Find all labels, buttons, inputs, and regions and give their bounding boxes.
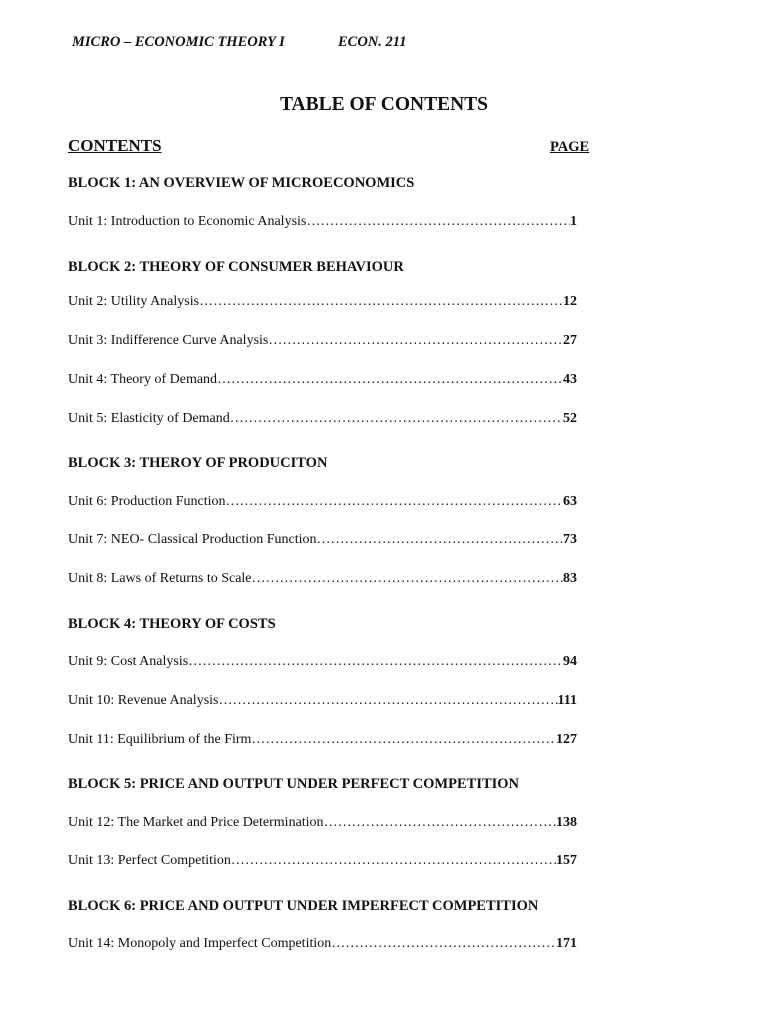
- entry-title: Unit 13: Perfect Competition: [68, 853, 231, 868]
- entry-title: Unit 3: Indifference Curve Analysis: [68, 333, 269, 348]
- toc-entry: [68, 815, 577, 833]
- course-name: MICRO – ECONOMIC THEORY I: [72, 34, 285, 50]
- dot-leader: [316, 532, 563, 548]
- toc-entry: [68, 693, 577, 711]
- dot-leader: [231, 853, 556, 869]
- entry-title: Unit 1: Introduction to Economic Analysis: [68, 214, 307, 229]
- entry-page-number: 94: [563, 654, 577, 669]
- dot-leader: [226, 494, 564, 510]
- block-heading: BLOCK 6: PRICE AND OUTPUT UNDER IMPERFECT COMPETITION: [68, 898, 539, 914]
- entry-title: Unit 5: Elasticity of Demand: [68, 411, 230, 426]
- entry-title: Unit 7: NEO- Classical Production Function: [68, 532, 317, 547]
- entry-page-number: 43: [563, 372, 577, 387]
- entry-page-number: 1: [570, 214, 577, 229]
- toc-entry: [68, 732, 577, 750]
- entry-page-number: 63: [563, 494, 577, 509]
- page-column-heading: PAGE: [550, 139, 590, 155]
- entry-page-number: 127: [556, 732, 577, 747]
- dot-leader: [230, 411, 563, 427]
- entry-title: Unit 4: Theory of Demand: [68, 372, 218, 387]
- dot-leader: [251, 732, 556, 748]
- block-heading: BLOCK 2: THEORY OF CONSUMER BEHAVIOUR: [68, 259, 404, 275]
- dot-leader: [219, 693, 558, 709]
- toc-entry: [68, 372, 577, 390]
- course-header: [72, 34, 407, 51]
- contents-column-heading: CONTENTS: [68, 136, 162, 155]
- entry-page-number: 138: [556, 815, 577, 830]
- block-heading: BLOCK 5: PRICE AND OUTPUT UNDER PERFECT COMPETITION: [68, 776, 520, 792]
- toc-entry: [68, 654, 577, 672]
- entry-page-number: 27: [563, 333, 577, 348]
- dot-leader: [306, 214, 570, 230]
- entry-page-number: 157: [556, 853, 577, 868]
- dot-leader: [217, 372, 563, 388]
- entry-title: Unit 12: The Market and Price Determination: [68, 815, 324, 830]
- toc-entry: [68, 936, 577, 954]
- entry-title: Unit 2: Utility Analysis: [68, 294, 200, 309]
- entry-title: Unit 6: Production Function: [68, 494, 226, 509]
- course-code: ECON. 211: [338, 34, 407, 50]
- entry-page-number: 171: [556, 936, 577, 951]
- toc-entry: [68, 532, 577, 550]
- dot-leader: [252, 571, 563, 587]
- block-heading: BLOCK 1: AN OVERVIEW OF MICROECONOMICS: [68, 175, 415, 191]
- entry-page-number: 83: [563, 571, 577, 586]
- entry-page-number: 12: [563, 294, 577, 309]
- toc-entry: [68, 571, 577, 589]
- entry-title: Unit 11: Equilibrium of the Firm: [68, 732, 252, 747]
- toc-entry: [68, 214, 577, 232]
- dot-leader: [188, 654, 563, 670]
- entry-page-number: 73: [563, 532, 577, 547]
- toc-entry: [68, 333, 577, 351]
- toc-entry: [68, 411, 577, 429]
- entry-title: Unit 9: Cost Analysis: [68, 654, 189, 669]
- dot-leader: [199, 294, 563, 310]
- toc-entry: [68, 294, 577, 312]
- toc-entry: [68, 494, 577, 512]
- dot-leader: [331, 936, 556, 952]
- toc-entry: [68, 853, 577, 871]
- block-heading: BLOCK 4: THEORY OF COSTS: [68, 616, 276, 632]
- dot-leader: [324, 815, 556, 831]
- block-heading: BLOCK 3: THEROY OF PRODUCITON: [68, 455, 328, 471]
- entry-title: Unit 10: Revenue Analysis: [68, 693, 219, 708]
- entry-title: Unit 8: Laws of Returns to Scale: [68, 571, 252, 586]
- dot-leader: [268, 333, 563, 349]
- entry-page-number: 52: [563, 411, 577, 426]
- entry-page-number: 111: [557, 693, 577, 708]
- page-title: TABLE OF CONTENTS: [279, 94, 489, 115]
- entry-title: Unit 14: Monopoly and Imperfect Competition: [68, 936, 332, 951]
